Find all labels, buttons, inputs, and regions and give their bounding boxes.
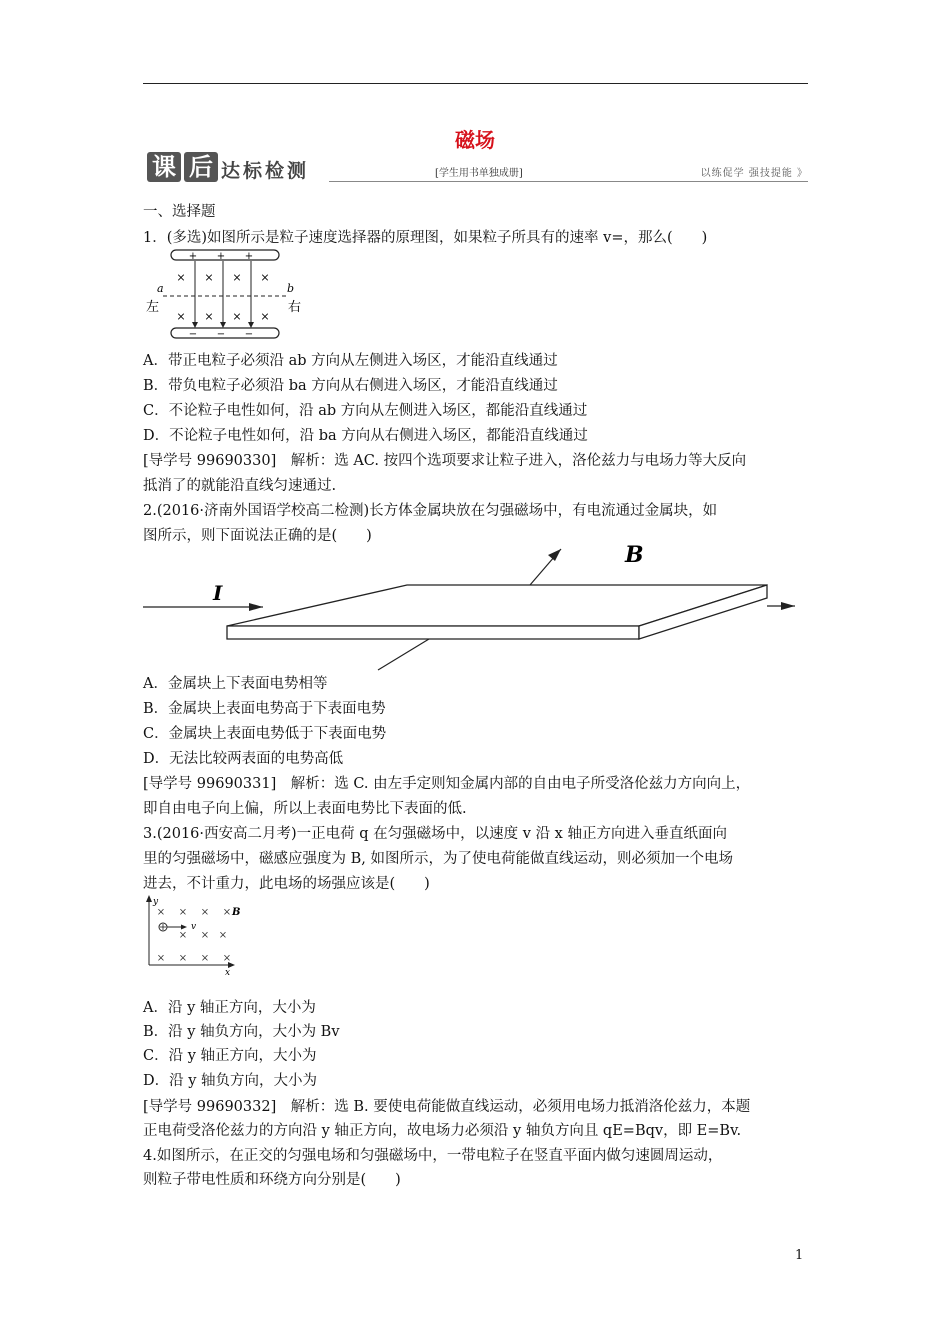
metal-block-figure [143,542,808,672]
question-1-stem: 1．(多选)如图所示是粒子速度选择器的原理图，如果粒子所具有的速率 v=，那么( ) [143,230,708,246]
banner-subtitle: 达标检测 [221,160,310,182]
question-2-option-c: C．金属块上表面电势低于下表面电势 [143,726,387,742]
question-3-option-c: C．沿 y 轴正方向，大小为 [143,1048,317,1064]
banner-tag: [学生用书单独成册] [435,168,523,179]
question-2-stem-line-1: 2.(2016·济南外国语学校高二检测)长方体金属块放在匀强磁场中，有电流通过金属块，如 [143,503,718,519]
label-I: I [213,581,223,605]
cross-mark: × [222,953,232,964]
cross-mark: × [218,930,228,941]
cross-mark: × [222,907,232,918]
banner-logo-char-1: 课 [147,152,181,182]
question-3-stem-line-2: 里的匀强磁场中，磁感应强度为 B, 如图所示，为了使电荷能做直线运动，则必须加一个电场 [143,851,733,867]
page-title: 磁场 [455,128,495,152]
banner-logo [147,150,219,184]
label-y: y [153,897,159,907]
label-right: 右 [288,300,302,315]
question-2-option-b: B．金属块上表面电势高于下表面电势 [143,701,386,717]
section-heading: 一、选择题 [143,204,216,220]
cross-mark: × [204,310,214,323]
cross-mark: × [176,271,186,284]
label-b: b [287,282,295,295]
cross-mark: × [232,271,242,284]
cross-mark: × [156,907,166,918]
cross-mark: × [200,930,210,941]
cross-mark: × [200,953,210,964]
page-number: 1 [795,1248,804,1263]
question-1-option-c: C．不论粒子电性如何，沿 ab 方向从左侧进入场区，都能沿直线通过 [143,403,588,419]
charge-in-field-figure [143,893,243,977]
question-3-stem-line-3: 进去，不计重力，此电场的场强应该是( ) [143,876,430,892]
question-2-answer-line-2: 即自由电子向上偏，所以上表面电势比下表面的低. [143,801,467,817]
question-3-answer-line-1: [导学号 99690332] 解析：选 B. 要使电荷能做直线运动，必须用电场力抵消洛伦兹力，本题 [143,1099,751,1115]
question-2-stem-line-2: 图所示，则下面说法正确的是( ) [143,528,372,544]
question-2-option-d: D．无法比较两表面的电势高低 [143,751,344,767]
question-1-option-a: A．带正电粒子必须沿 ab 方向从左侧进入场区，才能沿直线通过 [143,353,558,369]
label-left: 左 [146,300,160,315]
plus-sign: + [244,251,254,262]
cross-mark: × [260,271,270,284]
minus-sign: − [216,329,226,340]
b-field-tail [378,639,429,670]
block-front-face [227,626,639,639]
section-banner [143,150,808,186]
cross-mark: × [260,310,270,323]
cross-mark: × [232,310,242,323]
question-1-option-d: D．不论粒子电性如何，沿 ba 方向从右侧进入场区，都能沿直线通过 [143,428,588,444]
banner-underline [329,181,808,182]
cross-mark: × [200,907,210,918]
label-v: v [191,922,197,932]
minus-sign: − [188,329,198,340]
question-3-option-a: A．沿 y 轴正方向，大小为 [143,1000,316,1016]
cross-mark: × [178,907,188,918]
question-2-answer-line-1: [导学号 99690331] 解析：选 C. 由左手定则知金属内部的自由电子所受洛伦兹力方向向上， [143,776,751,792]
label-x: x [225,968,231,977]
question-3-answer-line-2: 正电荷受洛伦兹力的方向沿 y 轴正方向，故电场力必须沿 y 轴负方向且 qE=Bqv，即 E=Bv. [143,1123,742,1139]
question-1-answer-line-2: 抵消了的就能沿直线匀速通过. [143,478,337,494]
question-4-stem-line-2: 则粒子带电性质和环绕方向分别是( ) [143,1172,401,1188]
question-3-stem-line-1: 3.(2016·西安高二月考)一正电荷 q 在匀强磁场中，以速度 v 沿 x 轴正方向进入垂直纸面向 [143,826,727,842]
cross-mark: × [176,310,186,323]
label-B: B [625,542,644,568]
banner-logo-char-2: 后 [184,152,218,182]
plus-sign: + [216,251,226,262]
cross-mark: × [204,271,214,284]
cross-mark: × [178,930,188,941]
question-1-answer-line-1: [导学号 99690330] 解析：选 AC. 按四个选项要求让粒子进入，洛伦兹力与电场力等大反向 [143,453,747,469]
cross-mark: × [156,953,166,964]
banner-slogan: 以练促学 强技提能 》 [700,168,808,179]
label-B: B [232,907,241,918]
label-a: a [157,282,164,295]
question-4-stem-line-1: 4.如图所示，在正交的匀强电场和匀强磁场中，一带电粒子在竖直平面内做匀速圆周运动， [143,1148,723,1164]
velocity-selector-figure [143,248,308,348]
cross-mark: × [178,953,188,964]
minus-sign: − [244,329,254,340]
question-1-option-b: B．带负电粒子必须沿 ba 方向从右侧进入场区，才能沿直线通过 [143,378,558,394]
question-3-option-d: D．沿 y 轴负方向，大小为 [143,1073,318,1089]
question-3-option-b: B．沿 y 轴负方向，大小为 Bv [143,1024,340,1040]
question-2-option-a: A．金属块上下表面电势相等 [143,676,328,692]
header-rule [143,83,808,84]
plus-sign: + [188,251,198,262]
